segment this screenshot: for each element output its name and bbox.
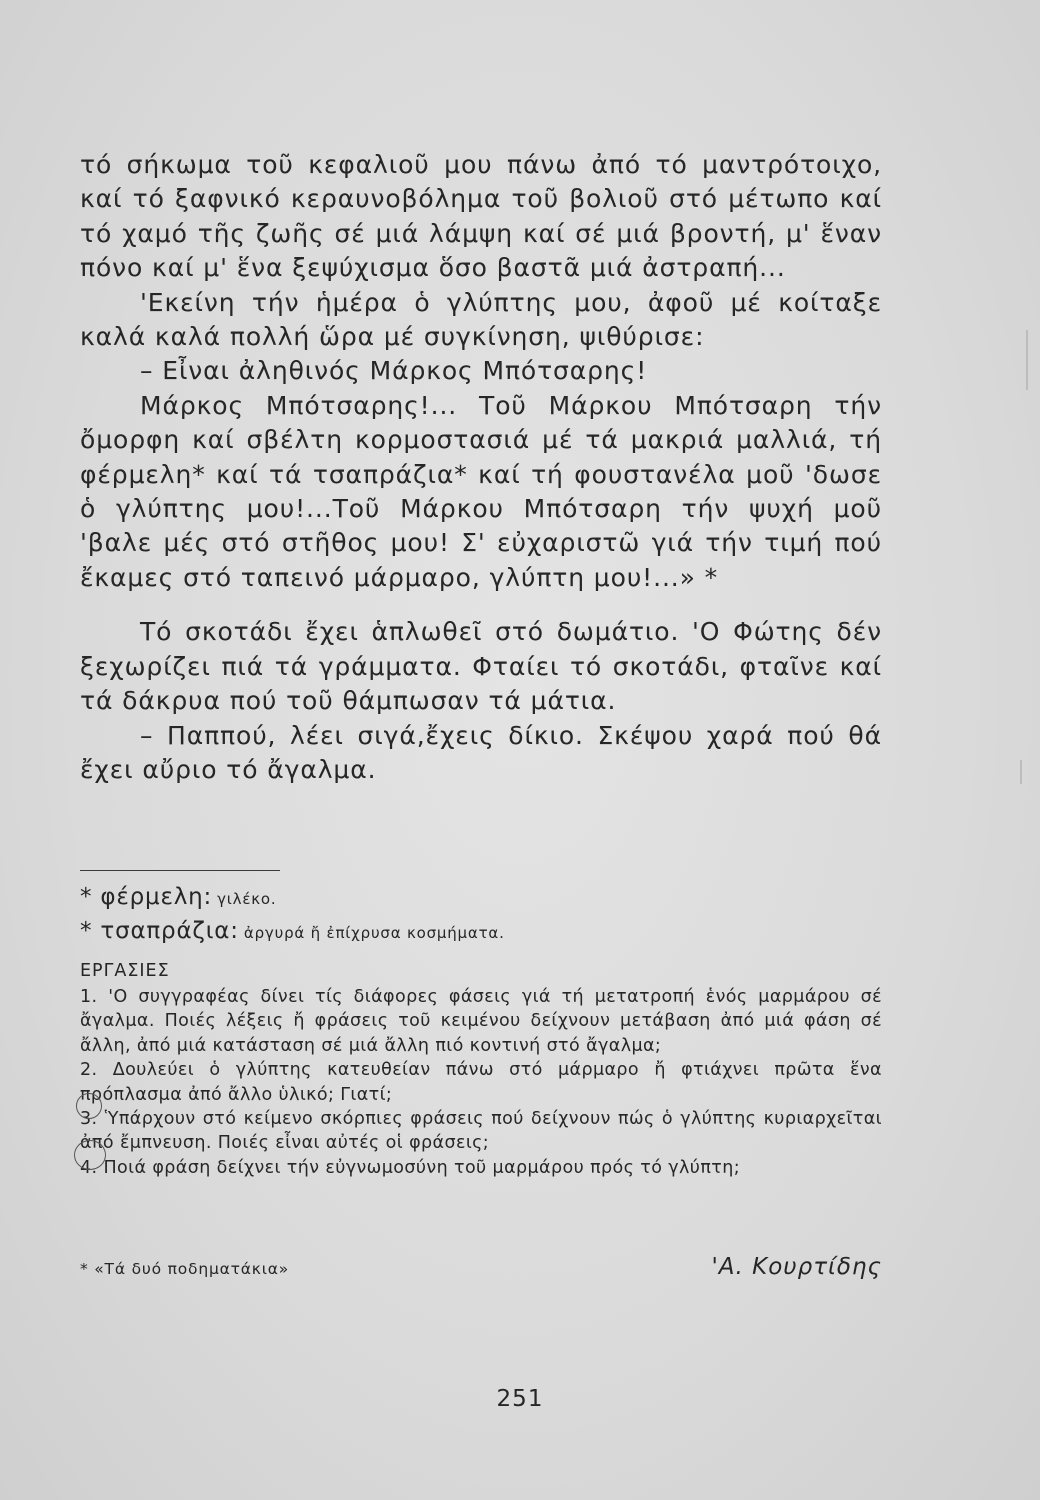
exercise-item: 3. Ὑπάρχουν στό κείμενο σκόρπιες φράσεις πού δείχνουν πώς ὁ γλύπτης κυριαρχεῖται ἀπό ἔμπνευση. Ποιές εἶναι αὐτές οἱ φράσεις; bbox=[80, 1109, 882, 1154]
page-number: 251 bbox=[496, 1386, 544, 1412]
footnote bbox=[80, 914, 882, 948]
pencil-circle-mark bbox=[74, 1140, 106, 1170]
footnote-marker: * bbox=[80, 884, 101, 910]
pencil-circle-mark bbox=[76, 1093, 102, 1119]
source-note: * «Τά δυό ποδηματάκια» bbox=[80, 1260, 290, 1278]
footnote-marker: * bbox=[80, 918, 101, 944]
paragraph: τό σήκωμα τοῦ κεφαλιοῦ μου πάνω ἀπό τό μαντρότοιχο, καί τό ξαφνικό κεραυνοβόλημα τοῦ βολιοῦ στό μέτωπο καί τό χαμό τῆς ζωῆς σέ μιά λάμψη καί σέ μιά βροντή, μ' ἕναν πόνο καί μ' ἕνα ξεψύχισμα ὅσο βαστᾶ μιά ἀστραπή... bbox=[80, 150, 882, 283]
footnote-definition: ἀργυρά ἤ ἐπίχρυσα κοσμήματα. bbox=[243, 924, 505, 942]
paragraph: Τό σκοτάδι ἔχει ἁπλωθεῖ στό δωμάτιο. 'Ο Φώτης δέν ξεχωρίζει πιά τά γράμματα. Φταίει τό σκοτάδι, φταῖνε καί τά δάκρυα πού τοῦ θάμπωσαν τά μάτια. bbox=[80, 617, 882, 716]
footnote-definition: γιλέκο. bbox=[217, 890, 277, 908]
footnote-term: φέρμελη: bbox=[100, 884, 213, 910]
paragraph: 'Εκείνη τήν ἡμέρα ὁ γλύπτης μου, ἀφοῦ μέ κοίταξε καλά καλά πολλή ὥρα μέ συγκίνηση, ψιθύρισε: bbox=[80, 287, 882, 352]
dialogue-line: – Εἶναι ἀληθινός Μάρκος Μπότσαρης! bbox=[140, 356, 648, 386]
footnote-term: τσαπράζια: bbox=[100, 918, 239, 944]
dialogue-line: – Παππού, λέει σιγά,ἔχεις δίκιο. Σκέψου χαρά πού θά ἔχει αὔριο τό ἄγαλμα. bbox=[80, 720, 882, 784]
scan-artifact bbox=[1026, 330, 1028, 390]
scan-artifact bbox=[1020, 760, 1022, 784]
source-row bbox=[80, 1254, 882, 1284]
footnote-divider bbox=[80, 870, 280, 871]
exercise-item: 2. Δουλεύει ὁ γλύπτης κατευθείαν πάνω στό μάρμαρο ἤ φτιάχνει πρῶτα ἕνα πρόπλασμα ἀπό ἄλλο ὑλικό; Γιατί; bbox=[80, 1060, 882, 1105]
author-signature: 'Α. Κουρτίδης bbox=[711, 1254, 882, 1280]
exercise-item: 4. Ποιά φράση δείχνει τήν εὐγνωμοσύνη τοῦ μαρμάρου πρός τό γλύπτη; bbox=[80, 1157, 740, 1178]
exercises-section bbox=[80, 958, 882, 1180]
exercise-item: 1. 'Ο συγγραφέας δίνει τίς διάφορες φάσεις γιά τή μετατροπή ἑνός μαρμάρου σέ ἄγαλμα. Ποιές λέξεις ἤ φράσεις τοῦ κειμένου δείχνουν μετάβαση ἀπό μιά φάση σέ ἄλλη, ἀπό μιά κατάσταση σέ μιά ἄλλη πιό κοντινή στό ἄγαλμα; bbox=[80, 987, 882, 1056]
exercises-heading: ΕΡΓΑΣΙΕΣ bbox=[80, 961, 170, 981]
main-text bbox=[80, 148, 882, 787]
footnote bbox=[80, 880, 882, 914]
paragraph: Μάρκος Μπότσαρης!... Τοῦ Μάρκου Μπότσαρη τήν ὄμορφη καί σβέλτη κορμοστασιά μέ τά μακριά μαλλιά, τή φέρμελη* καί τά τσαπράζια* καί τή φουστανέλα μοῦ 'δωσε ὁ γλύπτης μου!...Τοῦ Μάρκου Μπότσαρη τήν ψυχή μοῦ 'βαλε μές στό στῆθος μου! Σ' εὐχαριστῶ γιά τήν τιμή πού ἔκαμες στό ταπεινό μάρμαρο, γλύπτη μου!...» * bbox=[80, 390, 882, 592]
footnotes bbox=[80, 880, 882, 948]
